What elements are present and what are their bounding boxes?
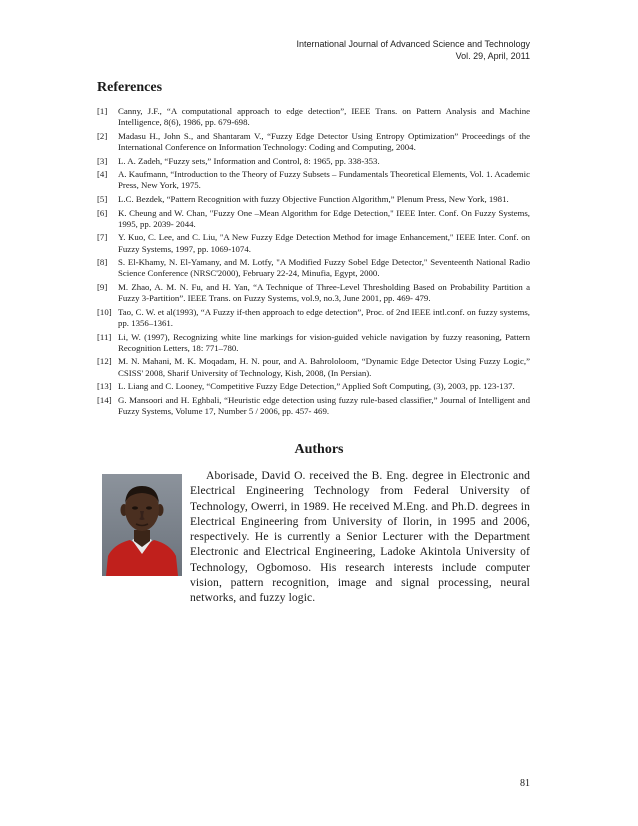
reference-number: [3] bbox=[97, 155, 108, 166]
reference-number: [7] bbox=[97, 232, 108, 243]
reference-item bbox=[97, 169, 530, 191]
reference-number: [1] bbox=[97, 106, 108, 116]
reference-item bbox=[97, 356, 530, 378]
reference-item bbox=[97, 307, 530, 329]
reference-text: Tao, C. W. et al(1993), “A Fuzzy if-then approach to edge detection”, Proc. of 2nd IEEE intl.conf. on fuzzy systems, pp. 1356–1361. bbox=[118, 306, 530, 328]
reference-text: G. Mansoori and H. Eghbali, “Heuristic edge detection using fuzzy rule-based classifier,” Journal of Intelligent and Fuzzy Systems, Volume 17, Number 5 / 2006, pp. 457- 469. bbox=[118, 394, 530, 416]
reference-list bbox=[97, 106, 530, 420]
references-heading: References bbox=[97, 80, 163, 95]
reference-number: [13] bbox=[97, 381, 112, 392]
author-portrait-drawing bbox=[102, 474, 182, 576]
authors-heading: Authors bbox=[294, 442, 344, 457]
reference-item bbox=[97, 131, 530, 153]
journal-name: International Journal of Advanced Science and Technology bbox=[296, 39, 530, 49]
reference-item bbox=[97, 332, 530, 354]
reference-text: S. El-Khamy, N. El-Yamany, and M. Lotfy, "A Modified Fuzzy Sobel Edge Detector," Seventeenth National Radio Science Conference (NRSC'2000), February 22-24, Minufia, Egypt, 2000. bbox=[118, 257, 530, 279]
reference-item bbox=[97, 381, 530, 392]
reference-text: L. A. Zadeh, “Fuzzy sets,” Information and Control, 8: 1965, pp. 338-353. bbox=[118, 155, 380, 166]
reference-text: M. Zhao, A. M. N. Fu, and H. Yan, “A Technique of Three-Level Thresholding Based on Probability Partition a Fuzzy 3-Partition”. IEEE Trans. on Fuzzy Systems, vol.9, no.3, June 2001, pp. 469- 479. bbox=[118, 281, 530, 304]
author-portrait-icon bbox=[102, 474, 182, 576]
reference-item bbox=[97, 156, 530, 167]
reference-text: K. Cheung and W. Chan, "Fuzzy One –Mean Algorithm for Edge Detection," IEEE Inter. Conf. On Fuzzy Systems, 1995, pp. 2039- 2044. bbox=[118, 207, 530, 229]
reference-number: [14] bbox=[97, 394, 112, 405]
journal-header bbox=[297, 38, 531, 62]
reference-number: [6] bbox=[97, 207, 108, 218]
reference-text: Madasu H., John S., and Shantaram V., “Fuzzy Edge Detector Using Entropy Optimization” Proceedings of the International Conference on Information Technology: Coding and Computing, 2004. bbox=[118, 130, 530, 152]
reference-number: [5] bbox=[97, 193, 108, 204]
journal-issue: Vol. 29, April, 2011 bbox=[455, 51, 530, 61]
reference-text: L. Liang and C. Looney, “Competitive Fuzzy Edge Detection,” Applied Soft Computing, (3), 2003, pp. 123-137. bbox=[118, 381, 515, 392]
reference-item bbox=[97, 106, 530, 128]
reference-number: [11] bbox=[97, 331, 112, 342]
reference-number: [4] bbox=[97, 169, 108, 180]
reference-text: Y. Kuo, C. Lee, and C. Liu, "A New Fuzzy Edge Detection Method for image Enhancement," IEEE Inter. Conf. on Fuzzy Systems, 1997, pp. 1069-1074. bbox=[118, 232, 530, 254]
reference-text: M. N. Mahani, M. K. Moqadam, H. N. pour, and A. Bahrololoom, “Dynamic Edge Detector Using Fuzzy Logic,” CSISS' 2008, Sharif University of Technology, Kish, 2008, (In Persian). bbox=[118, 356, 530, 378]
reference-number: [2] bbox=[97, 130, 108, 141]
reference-item bbox=[97, 395, 530, 417]
reference-item bbox=[97, 257, 530, 279]
reference-number: [10] bbox=[97, 306, 112, 317]
author-bio: Aborisade, David O. received the B. Eng. degree in Electronic and Electrical Engineering Technology from Federal University of Technology, Owerri, in 1989. He received M.Eng. and Ph.D. degrees in Electrical Engineering from University of Ilorin, in 1995 and 2006, respectively. He is currently a Senior Lecturer with the Department Electronic and Electrical Engineering, Ladoke Akintola University of Technology, Ogbomoso. His research interests include computer vision, pattern recognition, image and signal processing, neural networks, and fuzzy logic. bbox=[190, 469, 530, 605]
reference-item bbox=[97, 208, 530, 230]
reference-text: A. Kaufmann, “Introduction to the Theory of Fuzzy Subsets – Fundamentals Theoretical Elements, Vol. 1. Academic Press, New York, 1975. bbox=[118, 169, 530, 191]
reference-number: [9] bbox=[97, 281, 108, 292]
page-number: 81 bbox=[520, 778, 530, 789]
reference-item bbox=[97, 194, 530, 205]
reference-item bbox=[97, 232, 530, 254]
reference-text: Canny, J.F., “A computational approach to edge detection”, IEEE Trans. on Pattern Analysis and Machine Intelligence, 8(6), 1986, pp. 679-698. bbox=[118, 106, 530, 128]
reference-text: Li, W. (1997), Recognizing white line markings for vision-guided vehicle navigation by fuzzy reasoning, Pattern Recognition Letters, 18: 771–780. bbox=[118, 331, 530, 353]
reference-number: [12] bbox=[97, 356, 112, 367]
reference-item bbox=[97, 282, 530, 304]
reference-number: [8] bbox=[97, 257, 108, 268]
reference-text: L.C. Bezdek, “Pattern Recognition with fuzzy Objective Function Algorithm,” Plenum Press, New York, 1981. bbox=[118, 193, 509, 204]
